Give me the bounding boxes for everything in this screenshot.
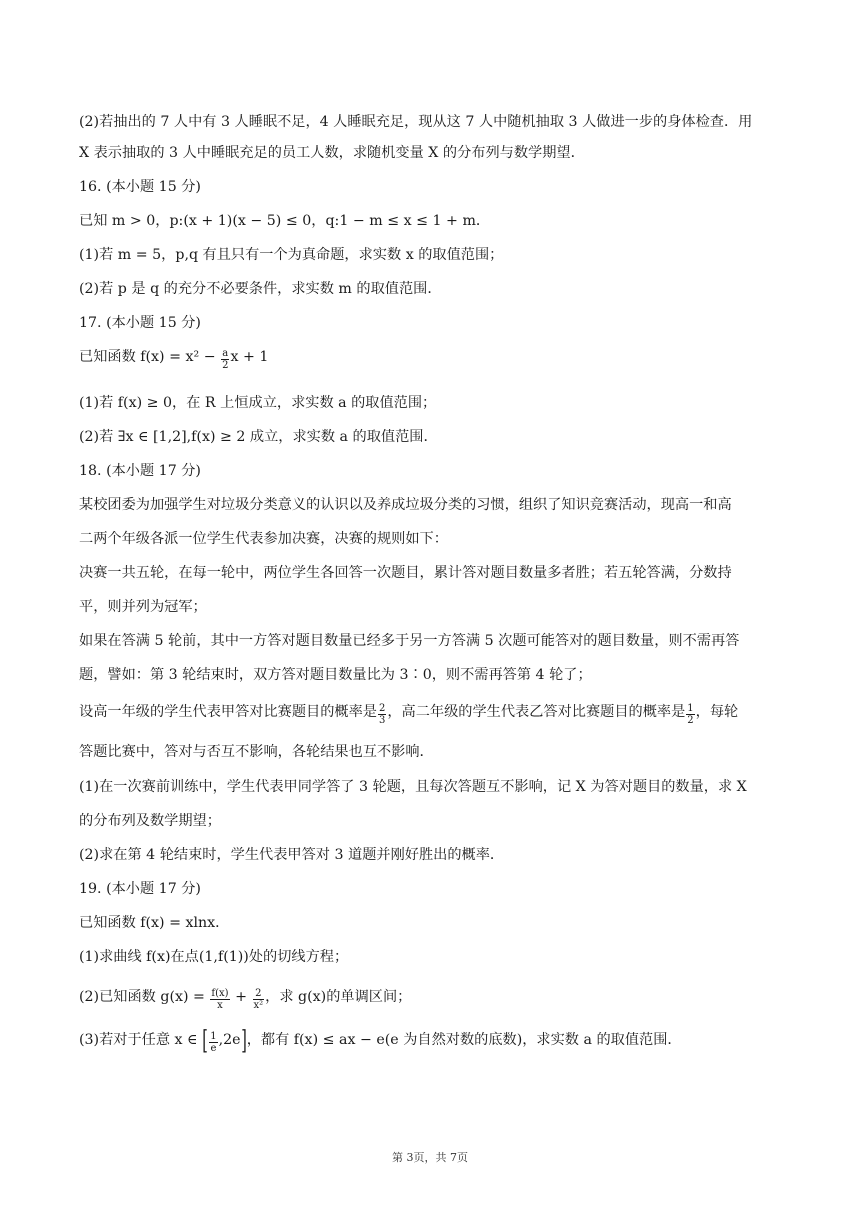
- q18-prob-a: [378, 703, 386, 726]
- q19-heading: 19. (本小题 17 分): [79, 881, 201, 897]
- q19-interval-end: ,2e: [218, 1032, 241, 1048]
- q18-rule1-line2: 平，则并列为冠军；: [79, 599, 207, 615]
- q18-part1-line2: 的分布列及数学期望；: [79, 813, 221, 829]
- q17-part1: (1)若 f(x) ≥ 0，在 R 上恒成立，求实数 a 的取值范围；: [79, 395, 437, 411]
- q17-stem-prefix: 已知函数 f(x) = x² −: [79, 349, 221, 365]
- q19-part3-prefix: (3)若对于任意 x ∈: [79, 1032, 203, 1048]
- q18-independence: 答题比赛中，答对与否互不影响，各轮结果也互不影响．: [79, 744, 434, 760]
- q17-fraction: [221, 348, 229, 371]
- q19-frac3-num: 1: [210, 1031, 217, 1042]
- q18-prob-b-num: 1: [687, 703, 694, 714]
- q17-frac-num: a: [222, 348, 229, 359]
- left-bracket: [: [202, 1026, 208, 1056]
- q18-rule2-line1: 如果在答满 5 轮前，其中一方答对题目数量已经多于另一方答满 5 次题可能答对的题目数量，则不需再答: [79, 633, 740, 649]
- q19-part2-plus: +: [230, 989, 252, 1005]
- q17-stem: [79, 347, 784, 371]
- q17-frac-den: 2: [222, 360, 229, 371]
- q19-frac-fx-over-x: [210, 988, 229, 1011]
- q15-part2-line1: (2)若抽出的 7 人中有 3 人睡眠不足，4 人睡眠充足，现从这 7 人中随机抽取 3 人做进一步的身体检查．用: [79, 114, 753, 130]
- q16-heading: 16. (本小题 15 分): [79, 179, 201, 195]
- q19-frac1-den: x: [217, 1000, 223, 1011]
- q18-heading: 18. (本小题 17 分): [79, 463, 201, 479]
- q18-prob-text2: ，高二年级的学生代表乙答对比赛题目的概率是: [387, 704, 686, 720]
- q18-prob-a-num: 2: [378, 703, 386, 714]
- q18-prob-b-den: 2: [687, 715, 694, 726]
- q18-prob-b: [686, 703, 694, 726]
- q19-frac-2-over-x2: [253, 988, 265, 1011]
- q16-part1: (1)若 m = 5，p,q 有且只有一个为真命题，求实数 x 的取值范围；: [79, 247, 504, 263]
- q18-rule1-line1: 决赛一共五轮，在每一轮中，两位学生各回答一次题目，累计答对题目数量多者胜；若五轮答满，分数持: [79, 565, 732, 581]
- q19-frac2-num: 2: [253, 988, 265, 1000]
- page-footer: 第 3页，共 7页: [392, 1151, 468, 1164]
- q19-part3: [79, 1026, 784, 1056]
- q19-frac2-den: x²: [253, 1000, 264, 1011]
- q19-frac3-den: e: [210, 1043, 217, 1054]
- q16-stem: 已知 m > 0，p:(x + 1)(x − 5) ≤ 0，q:1 − m ≤ x ≤ 1 + m．: [79, 213, 491, 229]
- q19-part3-suffix: ，都有 f(x) ≤ ax − e(e 为自然对数的底数)，求实数 a 的取值范围．: [246, 1032, 682, 1048]
- q18-intro-line1: 某校团委为加强学生对垃圾分类意义的认识以及养成垃圾分类的习惯，组织了知识竞赛活动，现高一和高: [79, 497, 732, 513]
- q18-part1-line1: (1)在一次赛前训练中，学生代表甲同学答了 3 轮题，且每次答题互不影响，记 X 为答对题目的数量，求 X: [79, 779, 747, 795]
- q16-part2: (2)若 p 是 q 的充分不必要条件，求实数 m 的取值范围．: [79, 281, 442, 297]
- q15-part2-line2: X 表示抽取的 3 人中睡眠充足的员工人数，求随机变量 X 的分布列与数学期望．: [79, 145, 585, 161]
- q18-rule2-line2: 题，譬如：第 3 轮结束时，双方答对题目数量比为 3∶0，则不需再答第 4 轮了；: [79, 667, 592, 683]
- q19-part1: (1)求曲线 f(x)在点(1,f(1))处的切线方程；: [79, 949, 349, 965]
- q17-heading: 17. (本小题 15 分): [79, 315, 201, 331]
- q18-part2: (2)求在第 4 轮结束时，学生代表甲答对 3 道题并刚好胜出的概率．: [79, 847, 505, 863]
- q18-probabilities: [79, 702, 784, 726]
- q17-stem-suffix: x + 1: [230, 349, 269, 365]
- right-bracket: ]: [240, 1026, 247, 1056]
- q19-part2-prefix: (2)已知函数 g(x) =: [79, 989, 210, 1005]
- q18-prob-a-den: 3: [378, 715, 386, 726]
- q18-prob-text1: 设高一年级的学生代表甲答对比赛题目的概率是: [79, 704, 377, 720]
- q19-frac1-num: f(x): [211, 988, 229, 999]
- q18-intro-line2: 二两个年级各派一位学生代表参加决赛，决赛的规则如下：: [79, 531, 448, 547]
- q18-prob-text3: ，每轮: [695, 704, 739, 720]
- q19-part2: [79, 987, 784, 1011]
- q17-part2: (2)若 ∃x ∈ [1,2],f(x) ≥ 2 成立，求实数 a 的取值范围．: [79, 429, 438, 445]
- q19-stem: 已知函数 f(x) = xlnx．: [79, 915, 230, 931]
- q19-frac-1-over-e: [209, 1031, 217, 1054]
- q19-part2-suffix: ，求 g(x)的单调区间；: [265, 989, 412, 1005]
